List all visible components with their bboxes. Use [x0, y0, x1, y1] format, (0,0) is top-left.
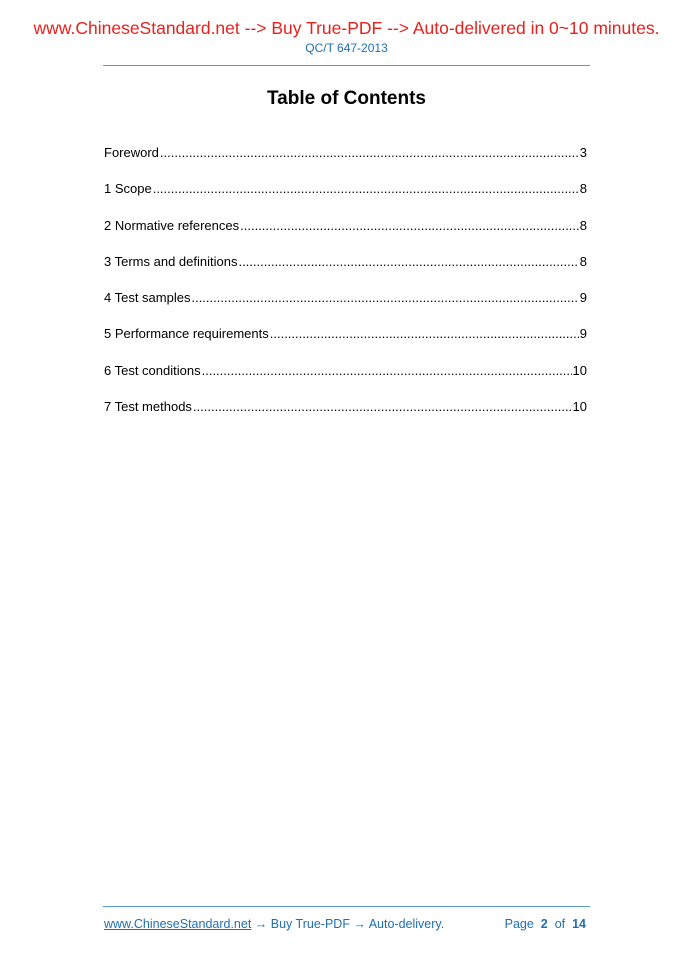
toc-dot-leader — [153, 180, 579, 198]
toc-entry-label: 3 Terms and definitions — [104, 253, 238, 269]
page-number — [505, 917, 586, 931]
toc-entry-page: 10 — [572, 362, 587, 378]
toc-dot-leader — [193, 398, 572, 416]
toc-dot-leader — [202, 362, 572, 380]
toc-entry-page: 8 — [579, 217, 587, 233]
footer-promo — [104, 917, 444, 931]
footer-website-link[interactable]: www.ChineseStandard.net — [104, 917, 252, 931]
toc-entry-normative-references[interactable] — [104, 217, 587, 253]
header-banner[interactable]: www.ChineseStandard.net --> Buy True-PDF --> Auto-delivered in 0~10 minutes. — [33, 18, 660, 38]
footer-divider — [103, 906, 590, 907]
toc-entry-page: 9 — [579, 326, 587, 342]
toc-entry-test-samples[interactable] — [104, 289, 587, 325]
footer-arrow: → — [349, 917, 369, 931]
toc-dot-leader — [270, 325, 579, 343]
toc-dot-leader — [160, 144, 579, 162]
of-word: of — [554, 917, 566, 931]
toc-entry-page: 10 — [572, 399, 587, 415]
footer-arrow: → — [251, 917, 271, 931]
toc-entry-label: 6 Test conditions — [104, 362, 201, 378]
footer-delivery-text: Auto-delivery. — [368, 917, 445, 931]
toc-entry-label: 4 Test samples — [104, 290, 191, 306]
toc-entry-page: 9 — [579, 290, 587, 306]
header-divider — [103, 65, 590, 66]
footer-buy-text: Buy True-PDF — [270, 917, 350, 931]
toc-entry-page: 8 — [579, 181, 587, 197]
toc-dot-leader — [238, 253, 578, 271]
toc-entry-terms-definitions[interactable] — [104, 253, 587, 289]
toc-entry-page: 8 — [579, 253, 587, 269]
toc-title: Table of Contents — [266, 88, 427, 109]
toc-entry-label: 5 Performance requirements — [104, 326, 269, 342]
toc-entry-foreword[interactable] — [104, 144, 587, 180]
toc-dot-leader — [191, 289, 578, 307]
toc-entry-test-methods[interactable] — [104, 398, 587, 434]
toc-entry-label: 7 Test methods — [104, 399, 192, 415]
toc-entry-performance-requirements[interactable] — [104, 325, 587, 361]
document-code: QC/T 647-2013 — [305, 41, 388, 55]
toc-dot-leader — [240, 217, 579, 235]
page-word: Page — [504, 917, 534, 931]
toc-entry-scope[interactable] — [104, 180, 587, 216]
toc-list — [104, 144, 587, 434]
toc-entry-label: 1 Scope — [104, 181, 152, 197]
toc-entry-label: 2 Normative references — [104, 217, 240, 233]
toc-entry-test-conditions[interactable] — [104, 362, 587, 398]
current-page-number: 2 — [540, 917, 548, 931]
total-page-count: 14 — [572, 917, 586, 931]
toc-entry-label: Foreword — [104, 145, 159, 160]
toc-entry-page: 3 — [579, 145, 587, 160]
